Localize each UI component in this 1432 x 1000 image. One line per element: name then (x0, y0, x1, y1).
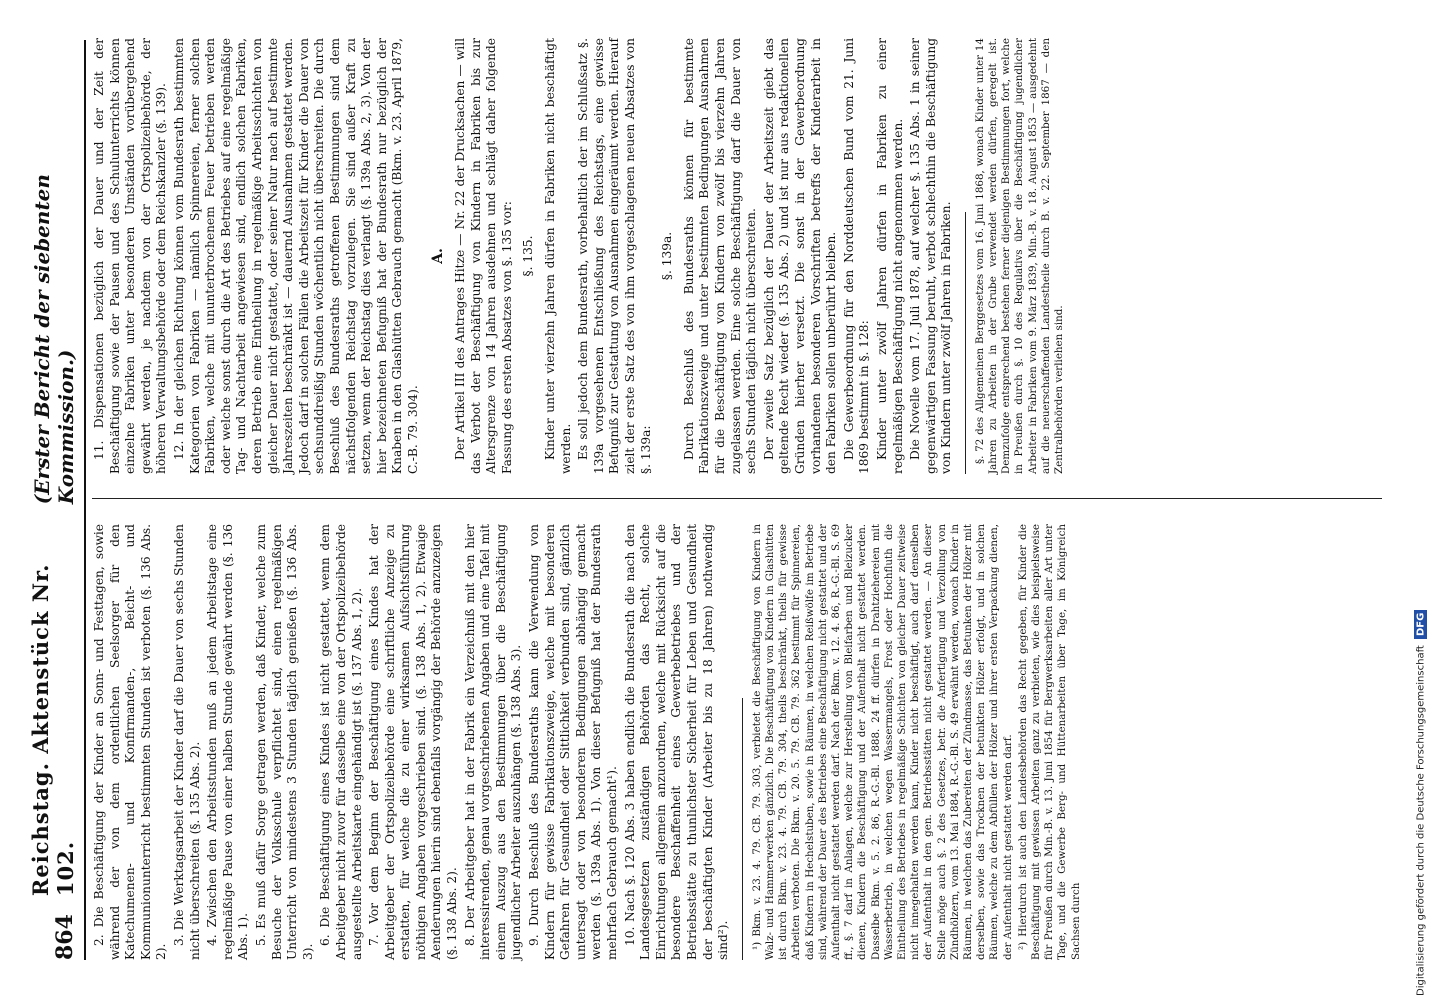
paragraph: 5. Es muß dafür Sorge getragen werden, daß Kinder, welche zum Besuche der Volksschule verpflichtet sind, einen regelmäßigen Unterricht von mindestens 3 Stunden täglich genießen (§. 136 Abs. 3). (253, 524, 315, 960)
paragraph: Kinder unter zwölf Jahren dürfen in Fabriken zu einer regelmäßigen Beschäftigung nicht angenommen werden. (874, 38, 905, 474)
paragraph: 8. Der Arbeitgeber hat in der Fabrik ein Verzeichniß mit den hier interessirenden, genau vorgeschriebenen Angaben und eine Tafel mit einem Auszug aus den Bestimmungen über die Beschäftigung jugendlicher Arbeiter auszuhängen (§. 138 Abs. 3). (462, 524, 524, 960)
paragraph: 12. In der gleichen Richtung können vom Bundesrath bestimmten Kategorien von Fabriken — nämlich Spinnereien, ferner solchen Fabriken, welche mit ununterbrochenem Feuer betrieben werden oder welche sonst durch die Art des Betriebes auf eine regelmäßige Tag- und Nachtarbeit angewiesen sind, endlich solchen Fabriken, deren Betrieb eine Eintheilung in regelmäßige Arbeitsschichten von gleicher Dauer nicht gestattet, oder seiner Natur nach auf bestimmte Jahreszeiten beschränkt ist — dauernd Ausnahmen gestattet werden. Jedoch darf in solchen Fällen die Arbeitszeit für Kinder die Dauer von sechsunddreißig Stunden wöchentlich nicht überschreiten. Die durch Beschluß des Bundesraths getroffenen Bestimmungen sind dem nächstfolgenden Reichstag vorzulegen. Sie sind außer Kraft zu setzen, wenn der Reichstag dies verlangt (§. 139a Abs. 2, 3). Von der hier bezeichneten Befugniß hat der Bundesrath nur bezüglich der Knaben in den Glashütten Gebrauch gemacht (Bkm. v. 23. April 1879, C.-B. 79. 304). (171, 38, 420, 474)
section-marker: A. (430, 248, 447, 264)
footnotes (974, 38, 1066, 474)
section-heading: §. 135. (521, 235, 536, 277)
running-title: Reichstag. Aktenstück Nr. 102. (28, 563, 78, 897)
digitization-credit (1412, 6, 1430, 996)
paragraph: Kinder unter vierzehn Jahren dürfen in Fabriken nicht beschäftigt werden. (543, 38, 573, 474)
credit-text: Digitalisierung gefördert durch die Deutsche Forschungsgemeinschaft (1415, 645, 1427, 996)
paragraph: 4. Zwischen den Arbeitsstunden muß an jedem Arbeitstage eine regelmäßige Pause von einer halben Stunde gewährt werden (§. 136 Abs. 1). (205, 524, 251, 960)
footnote: §. 72 des Allgemeinen Berggesetzes vom 16. Juni 1868, wonach Kinder unter 14 Jahren zu Arbeiten in der Grube verwendet werden dürfen, geregelt ist. Demzufolge entsprechend bestehen ferner diejenigen Bestimmungen fort, welche in Preußen durch §. 10 des Regulativs über die Beschäftigung jugendlicher Arbeiter in Fabriken vom 9. März 1839, Min.-B. v. 18. August 1853 — ausgedehnt auf die neuerschaffenden Landestheile durch B. v. 22. September 1867 — den Zentralbehörden verliehen sind. (973, 38, 1066, 474)
left-column (92, 524, 1085, 960)
footnotes (751, 524, 1083, 960)
paragraph: 10. Nach §. 120 Abs. 3 haben endlich die Bundesrath die nach den Landesgesetzen zuständigen Behörden das Recht, solche Einrichtungen allgemein anzuordnen, welche mit Rücksicht auf die besondere Beschaffenheit eines Gewerbebetriebes und der Betriebsstätte zu thunlichster Sicherheit für Leben und Gesundheit der beschäftigten Kinder (Arbeiter bis zu 18 Jahren) nothwendig sind²). (622, 524, 731, 960)
paragraph: Die Novelle vom 17. Juli 1878, auf welcher §. 135 Abs. 1 in seiner gegenwärtigen Fassung beruht, verbot schlechthin die Beschäftigung von Kindern unter zwölf Jahren in Fabriken. (908, 38, 954, 474)
page-number: 864 (52, 914, 78, 960)
right-column (92, 38, 1068, 474)
paragraph: 2. Die Beschäftigung der Kinder an Sonn- und Festtagen, sowie während der von dem ordentlichen Seelsorger für den Katechumenen- und Konfirmanden-, Beicht- und Kommunionunterricht bestimmten Stunden ist verboten (§. 136 Abs. 2). (92, 524, 169, 960)
footnote-divider (742, 698, 743, 960)
paragraph: Der zweite Satz bezüglich der Dauer der Arbeitszeit giebt das geltende Recht wieder (§. 135 Abs. 2) und ist nur aus redaktionellen Gründen hierher versetzt. Die sonst in der Gewerbeordnung vorhandenen besonderen Vorschriften betreffs der Kinderarbeit in den Fabriken sollen unberührt bleiben. (761, 38, 839, 474)
paragraph: 11. Dispensationen bezüglich der Dauer und der Zeit der Beschäftigung sowie der Pausen und des Schulunterrichts können einzelne Fabriken unter besonderen Umständen vorübergehend gewährt werden, je nachdem von der Ortspolizeibehörde, der höheren Verwaltungsbehörde oder dem Reichskanzler (§. 139). (92, 38, 169, 474)
paragraph: Die Gewerbeordnung für den Norddeutschen Bund vom 21. Juni 1869 bestimmt in §. 128: (841, 38, 872, 474)
paragraph: 9. Durch Beschluß des Bundesraths kann die Verwendung von Kindern für gewisse Fabrikationszweige, welche mit besonderen Gefahren für Gesundheit oder Sittlichkeit verbunden sind, gänzlich untersagt oder von besonderen Bedingungen abhängig gemacht werden (§. 139a Abs. 1). Von dieser Befugniß hat der Bundesrath mehrfach Gebrauch gemacht¹). (527, 524, 619, 960)
paragraph: Es soll jedoch dem Bundesrath, vorbehaltlich der im Schlußsatz §. 139a vorgesehenen Entschließung des Reichstags, eine gewisse Befugniß zur Gestattung von Ausnahmen eingeräumt werden. Hierauf zielt der erste Satz des von ihm vorgeschlagenen neuen Absatzes von §. 139a: (576, 38, 653, 474)
dfg-logo: DFG (1415, 610, 1428, 639)
section-heading: §. 139a. (660, 231, 675, 281)
footnote: ¹) Bkm. v. 23. 4. 79. CB. 79. 303, verbietet die Beschäftigung von Kindern in Walz- und Hammerwerken gänzlich. Die Beschäftigung von Kindern in Glashütten ist durch Bkm. v. 23. 4. 79. CB. 79. 304, theils beschränkt, theils für gewisse Arbeiten verboten. Die Bkm. v. 20. 5. 79. CB. 79. 362 bestimmt für Spinnereien, daß Kindern in Hechelstuben, sowie in Räumen, in welchen Reißwölfe im Betriebe sind, während der Dauer des Betriebes eine Beschäftigung nicht gestattet und der Aufenthalt nicht gestattet werden darf. Nach der Bkm. v. 12. 4. 86, R.-G.-Bl. S. 69 ff., §. 7 darf in Anlagen, welche zur Herstellung von Bleifarben und Bleizucker dienen, Kindern die Beschäftigung und der Aufenthalt nicht gestattet werden. Dasselbe Bkm. v. 5. 2. 86, R.-G.-Bl. 1888. 24 ff. dürfen in Drahtziehereien mit Wasserbetrieb, in welchen wegen Wassermangels, Frost oder Hochfluth die Eintheilung des Betriebes in regelmäßige Schichten von gleicher Dauer zeitweise nicht innegehalten werden kann, Kinder nicht beschäftigt, auch darf denselben der Aufenthalt in den gen. Betriebsstätten nicht gestattet werden. — An dieser Stelle möge auch §. 2 des Gesetzes, betr. die Anfertigung und Verzollung von Zündhölzern, vom 13. Mai 1884, R.-G.-Bl. S. 49 erwähnt werden, wonach Kinder in Räumen, in welchen das Zubereiten der Zündmasse, das Betunken der Hölzer mit derselben, sowie das Trocknen der betunkten Hölzer erfolgt, und in solchen Räumen, welche zu dem Abfüllen der Hölzer und ihrer ersten Verpackung dienen, der Aufenthalt nicht gestattet werden darf. (750, 524, 1014, 960)
paragraph: 3. Die Werktagsarbeit der Kinder darf die Dauer von sechs Stunden nicht überschreiten (§. 135 Abs. 2). (171, 524, 202, 960)
footnote: ²) Hierdurch ist auch den Landesbehörden das Recht gegeben, für Kinder die Beschäftigung mit gewissen Arbeiten ganz zu verbieten, wie dies beispielsweise für Preußen durch Min.-B. v. 13. Juni 1854 für Bergwerksarbeiten aller Art unter Tage, und die Gewerbe Berg- und Hüttenarbeiten über Tage, im Königreich Sachsen durch (1016, 524, 1082, 960)
report-subtitle: (Erster Bericht der siebenten Kommission.) (30, 174, 78, 505)
page-header (28, 40, 86, 960)
paragraph: 6. Die Beschäftigung eines Kindes ist nicht gestattet, wenn dem Arbeitgeber nicht zuvor für dasselbe eine von der Ortspolizeibehörde ausgestellte Arbeitskarte eingehändigt ist (§. 137 Abs. 1, 2). (318, 524, 364, 960)
column-divider (92, 498, 1382, 499)
paragraph: 7. Vor dem Beginn der Beschäftigung eines Kindes hat der Arbeitgeber der Ortspolizeibehörde eine schriftliche Anzeige zu erstatten, für welche die zu einer wirksamen Aufsichtsführung nöthigen Angaben vorgeschrieben sind. (§. 138 Abs. 1, 2). Etwaige Aenderungen hierin sind ebenfalls vorgängig der Behörde anzuzeigen (§. 138 Abs. 2). (367, 524, 460, 960)
paragraph: Der Artikel III des Antrages Hitze — Nr. 22 der Drucksachen — will das Verbot der Beschäftigung von Kindern in Fabriken bis zur Altersgrenze von 14 Jahren ausdehnen und schlägt daher folgende Fassung des ersten Absatzes von §. 135 vor: (453, 38, 514, 474)
paragraph: Durch Beschluß des Bundesraths können für bestimmte Fabrikationszweige und unter bestimmten Bedingungen Ausnahmen für die Beschäftigung von Kindern von zwölf bis vierzehn Jahren zugelassen werden. Eine solche Beschäftigung darf die Dauer von sechs Stunden täglich nicht überschreiten. (681, 38, 759, 474)
footnote-divider (965, 212, 966, 474)
